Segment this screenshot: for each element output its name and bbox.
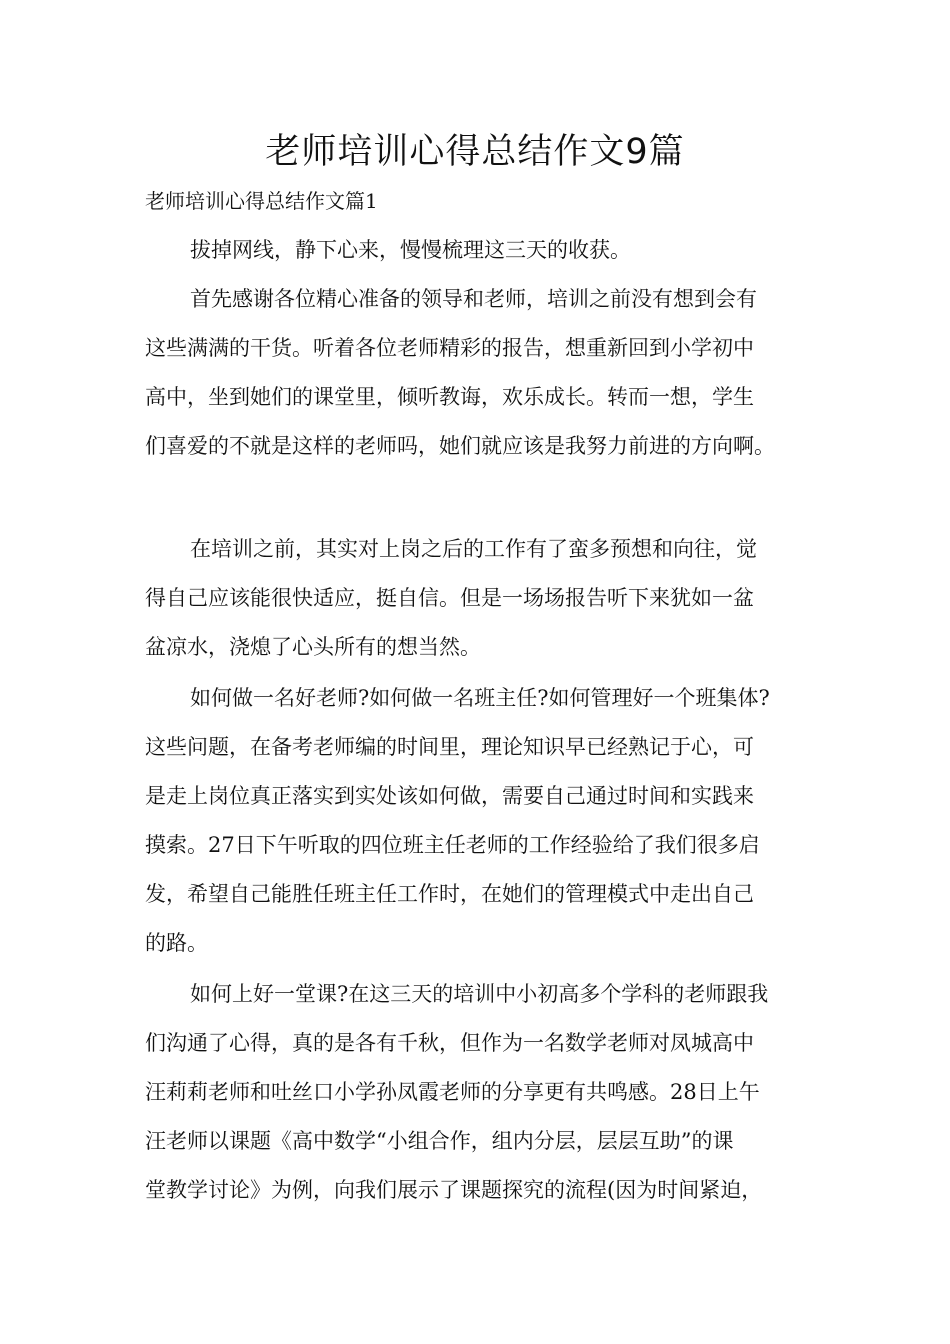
paragraph-line: 盆凉水，浇熄了心头所有的想当然。 (145, 635, 481, 659)
paragraph-5 (145, 970, 815, 1215)
paragraph-line: 拔掉网线，静下心来，慢慢梳理这三天的收获。 (190, 238, 631, 262)
paragraph-line: 高中，坐到她们的课堂里，倾听教诲，欢乐成长。转而一想，学生 (145, 385, 754, 409)
paragraph-3 (145, 525, 815, 672)
paragraph-line: 得自己应该能很快适应，挺自信。但是一场场报告听下来犹如一盆 (145, 586, 754, 610)
paragraph-line: 发，希望自己能胜任班主任工作时，在她们的管理模式中走出自己 (145, 882, 754, 906)
paragraph-line: 堂教学讨论》为例，向我们展示了课题探究的流程(因为时间紧迫， (145, 1178, 763, 1202)
document-title: 老师培训心得总结作文9篇 (265, 132, 685, 172)
paragraph-line: 摸索。27日下午听取的四位班主任老师的工作经验给了我们很多启 (145, 833, 760, 857)
paragraph-line: 在培训之前，其实对上岗之后的工作有了蛮多预想和向往，觉 (190, 537, 757, 561)
paragraph-line: 这些问题，在备考老师编的时间里，理论知识早已经熟记于心，可 (145, 735, 754, 759)
paragraph-line: 们沟通了心得，真的是各有千秋，但作为一名数学老师对凤城高中 (145, 1031, 754, 1055)
paragraph-line: 们喜爱的不就是这样的老师吗，她们就应该是我努力前进的方向啊。 (145, 434, 775, 458)
paragraph-line: 的路。 (145, 931, 208, 955)
paragraph-2 (145, 275, 815, 471)
paragraph-line: 如何做一名好老师?如何做一名班主任?如何管理好一个班集体? (190, 686, 770, 710)
section-heading: 老师培训心得总结作文篇1 (145, 189, 378, 213)
paragraph-line: 汪老师以课题《高中数学“小组合作，组内分层，层层互助”的课 (145, 1129, 734, 1153)
paragraph-line: 首先感谢各位精心准备的领导和老师，培训之前没有想到会有 (190, 287, 757, 311)
paragraph-line: 汪莉莉老师和吐丝口小学孙凤霞老师的分享更有共鸣感。28日上午 (145, 1080, 760, 1104)
paragraph-line: 如何上好一堂课?在这三天的培训中小初高多个学科的老师跟我 (190, 982, 769, 1006)
paragraph-1 (145, 226, 815, 275)
paragraph-line: 是走上岗位真正落实到实处该如何做，需要自己通过时间和实践来 (145, 784, 754, 808)
paragraph-line: 这些满满的干货。听着各位老师精彩的报告，想重新回到小学初中 (145, 336, 754, 360)
paragraph-4 (145, 674, 815, 968)
